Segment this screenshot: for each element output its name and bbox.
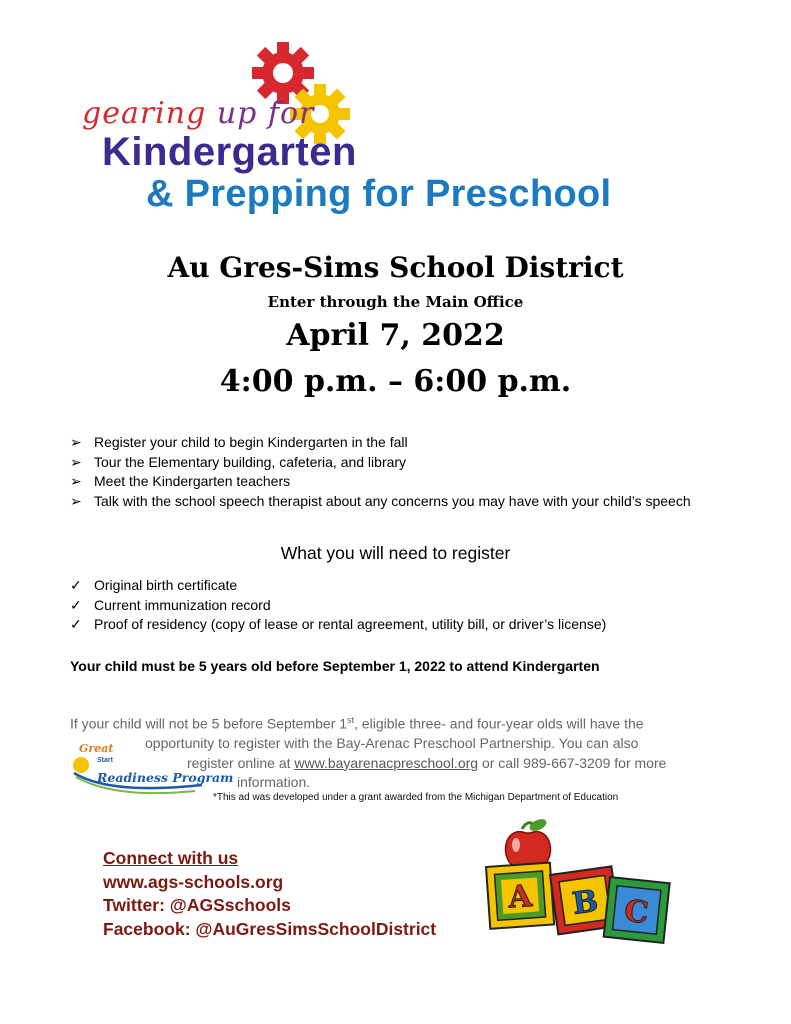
block-letter-c: C	[622, 893, 651, 932]
arrow-bullet-icon: ➢	[70, 473, 82, 489]
info-line-1: If your child will not be 5 before September 1st, eligible three- and four-year olds will have the	[70, 715, 644, 732]
entrance-note: Enter through the Main Office	[267, 293, 524, 311]
activities-list	[70, 433, 720, 511]
contact-website[interactable]: www.ags-schools.org	[103, 871, 284, 892]
arrow-bullet-icon: ➢	[70, 453, 82, 470]
list-item: ➢ Talk with the school speech therapist about any concerns you may have with your child’s speech	[70, 492, 720, 512]
contact-twitter[interactable]: Twitter: @AGSschools	[103, 895, 291, 915]
block-a-icon	[486, 863, 554, 929]
checkmark-icon: ✓	[70, 577, 82, 593]
logo-kindergarten: Kindergarten	[102, 130, 357, 174]
info-line-2: opportunity to register with the Bay-Arenac Preschool Partnership. You can also	[145, 735, 639, 752]
great-start-great-text: Great	[79, 742, 114, 755]
info-line-4: information.	[237, 774, 311, 791]
block-letter-b: B	[570, 883, 601, 922]
requirements-list	[70, 576, 720, 635]
grant-note: *This ad was developed under a grant awarded from the Michigan Department of Education	[213, 792, 619, 803]
checkmark-icon: ✓	[70, 616, 82, 632]
logo-gearing-up-for	[82, 96, 314, 131]
event-date: April 7, 2022	[286, 318, 505, 353]
logo-up-for-text: up for	[216, 96, 315, 131]
age-requirement: Your child must be 5 years old before September 1, 2022 to attend Kindergarten	[70, 658, 600, 674]
block-letter-a: A	[507, 878, 534, 916]
district-name: Au Gres-Sims School District	[167, 251, 624, 284]
info-line-3: register online at www.bayarenacpreschool.org or call 989-667-3209 for more	[187, 754, 667, 771]
list-item: ➢ Register your child to begin Kindergarten in the fall	[70, 433, 720, 453]
block-c-icon	[604, 877, 670, 943]
requirements-heading: What you will need to register	[280, 543, 511, 563]
list-item: ➢ Tour the Elementary building, cafeteria, and library	[70, 453, 720, 473]
apple-icon	[505, 817, 550, 870]
contact-block	[103, 847, 436, 941]
contact-title: Connect with us	[103, 848, 239, 868]
abc-blocks-apple-illustration	[478, 815, 678, 955]
logo-gearing-text: gearing	[82, 96, 207, 131]
list-item: ✓ Current immunization record	[70, 596, 720, 616]
checkmark-icon: ✓	[70, 596, 82, 613]
great-start-start-text: Start	[97, 757, 113, 764]
list-item: ✓ Proof of residency (copy of lease or rental agreement, utility bill, or driver’s license)	[70, 615, 720, 635]
arrow-bullet-icon: ➢	[70, 492, 82, 509]
event-time: 4:00 p.m. – 6:00 p.m.	[219, 364, 572, 399]
great-start-readiness-text: Readiness Program	[97, 770, 234, 785]
list-item: ✓ Original birth certificate	[70, 576, 720, 596]
preschool-website-link[interactable]: www.bayarenacpreschool.org	[294, 754, 479, 771]
list-item: ➢ Meet the Kindergarten teachers	[70, 472, 720, 492]
arrow-bullet-icon: ➢	[70, 434, 82, 450]
contact-facebook[interactable]: Facebook: @AuGresSimsSchoolDistrict	[103, 918, 437, 939]
logo-prepping-for-preschool: & Prepping for Preschool	[146, 173, 612, 215]
